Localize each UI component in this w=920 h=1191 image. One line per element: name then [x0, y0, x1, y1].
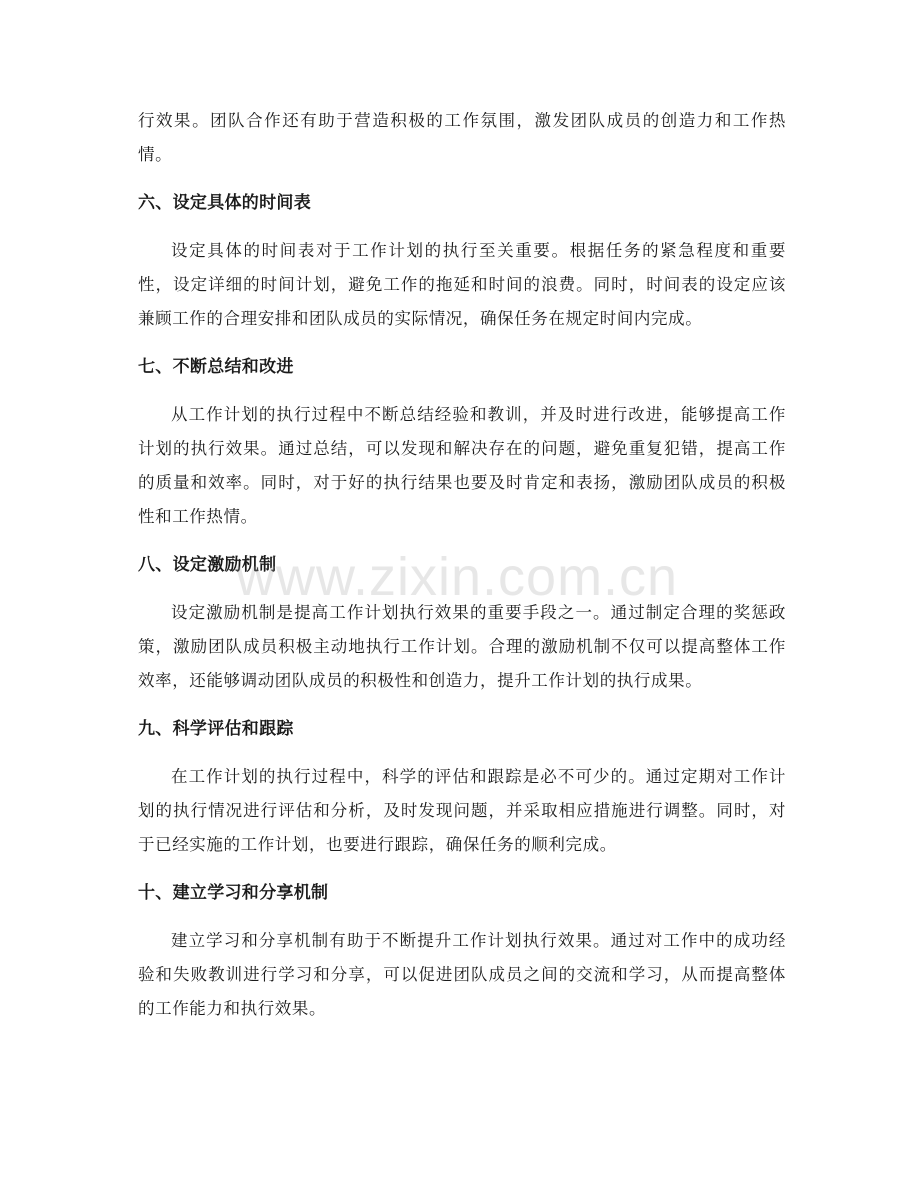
section-heading-9: 九、科学评估和跟踪	[138, 719, 294, 739]
section-body-7: 从工作计划的执行过程中不断总结经验和教训，并及时进行改进，能够提高工作计划的执行效果。通过总结，可以发现和解决存在的问题，避免重复犯错，提高工作的质量和效率。同时，对于好的执行结果也要及时肯定和表扬，激励团队成员的积极性和工作热情。	[138, 405, 786, 526]
intro-paragraph-tail: 行效果。团队合作还有助于营造积极的工作氛围，激发团队成员的创造力和工作热情。	[138, 111, 786, 164]
section-body-9: 在工作计划的执行过程中，科学的评估和跟踪是必不可少的。通过定期对工作计划的执行情况进行评估和分析，及时发现问题，并采取相应措施进行调整。同时，对于已经实施的工作计划，也要进行跟踪，确保任务的顺利完成。	[138, 767, 786, 854]
section-heading-7: 七、不断总结和改进	[138, 357, 294, 377]
section-heading-10: 十、建立学习和分享机制	[138, 883, 329, 903]
section-heading-8: 八、设定激励机制	[138, 555, 277, 575]
section-body-10: 建立学习和分享机制有助于不断提升工作计划执行效果。通过对工作中的成功经验和失败教训进行学习和分享，可以促进团队成员之间的交流和学习，从而提高整体的工作能力和执行效果。	[138, 931, 786, 1018]
section-body-8: 设定激励机制是提高工作计划执行效果的重要手段之一。通过制定合理的奖惩政策，激励团队成员积极主动地执行工作计划。合理的激励机制不仅可以提高整体工作效率，还能够调动团队成员的积极性和创造力，提升工作计划的执行成果。	[138, 603, 786, 690]
section-body-6: 设定具体的时间表对于工作计划的执行至关重要。根据任务的紧急程度和重要性，设定详细的时间计划，避免工作的拖延和时间的浪费。同时，时间表的设定应该兼顾工作的合理安排和团队成员的实际情况，确保任务在规定时间内完成。	[138, 241, 786, 328]
document-page	[138, 104, 786, 1026]
section-heading-6: 六、设定具体的时间表	[138, 193, 311, 213]
watermark-text: www.zixin.com.cn	[236, 547, 679, 607]
